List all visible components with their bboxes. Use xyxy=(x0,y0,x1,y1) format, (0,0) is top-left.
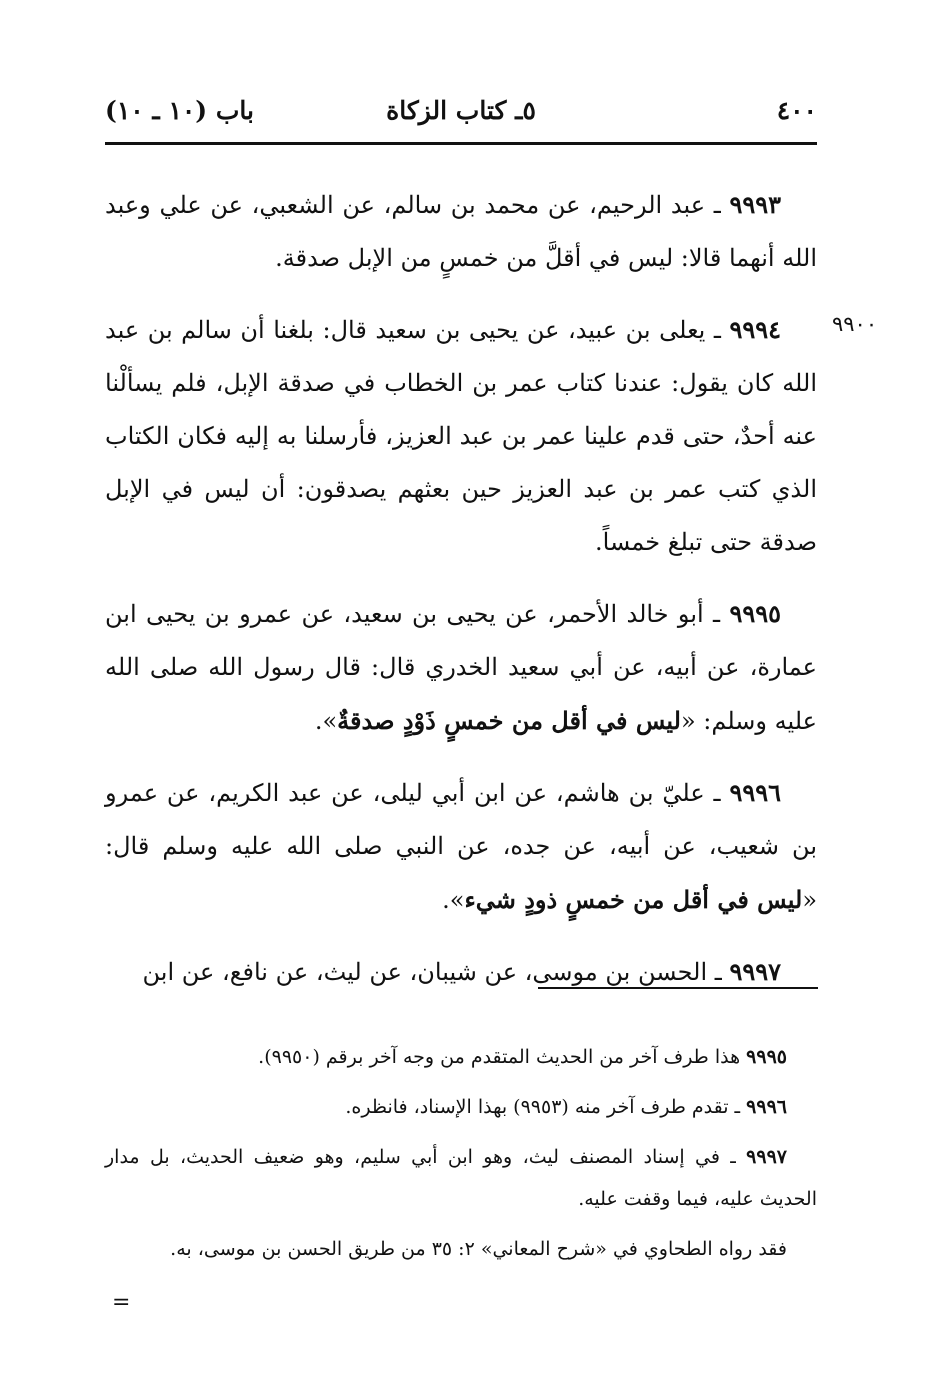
footnote-text: ـ تقدم طرف آخر منه (٩٩٥٣) بهذا الإسناد، فانظره. xyxy=(345,1096,747,1118)
hadith-text: ـ الحسن بن موسى، عن شيبان، عن ليث، عن نافع، عن ابن xyxy=(142,958,730,986)
hadith-quote: ليس في أقل من خمسٍ ذودٍ شيء xyxy=(464,885,803,914)
footnote-text: فقد رواه الطحاوي في «شرح المعاني» ٢: ٣٥ من طريق الحسن بن موسى، به. xyxy=(170,1238,787,1260)
hadith-paragraph xyxy=(105,766,817,927)
footnote xyxy=(105,1086,817,1128)
footnote xyxy=(105,1136,817,1220)
main-text xyxy=(105,178,817,1017)
hadith-text-end: ». xyxy=(314,707,338,735)
hadith-text: ـ أبو خالد الأحمر، عن يحيى بن سعيد، عن عمرو بن يحيى ابن عمارة، عن أبيه، عن أبي سعيد الخدري قال: قال رسول الله صلى الله عليه وسلم: « xyxy=(105,600,817,735)
hadith-paragraph xyxy=(105,303,817,569)
hadith-number: ٩٩٩٧ xyxy=(729,957,781,986)
hadith-quote: ليس في أقل من خمسٍ ذَوْدٍ صدقةٌ xyxy=(337,706,681,735)
footnote-text: هذا طرف آخر من الحديث المتقدم من وجه آخر برقم (٩٩٥٠). xyxy=(258,1046,747,1068)
footnote xyxy=(105,1036,817,1078)
book-title: ٥ـ كتاب الزكاة xyxy=(386,96,536,125)
margin-number: ٩٩٠٠ xyxy=(832,312,878,336)
hadith-number: ٩٩٩٦ xyxy=(729,778,781,807)
continuation-mark: = xyxy=(112,1290,131,1315)
header-rule xyxy=(105,142,817,145)
hadith-paragraph xyxy=(105,945,817,999)
footnote-continuation xyxy=(105,1228,817,1270)
hadith-number: ٩٩٩٥ xyxy=(729,599,781,628)
hadith-text: ـ عبد الرحيم، عن محمد بن سالم، عن الشعبي، عن علي وعبد الله أنهما قالا: ليس في أقلَّ من خمسٍ من الإبل صدقة. xyxy=(105,191,817,272)
footnotes xyxy=(105,1036,817,1278)
hadith-number: ٩٩٩٣ xyxy=(729,190,781,219)
hadith-paragraph xyxy=(105,178,817,285)
hadith-text: ـ يعلى بن عبيد، عن يحيى بن سعيد قال: بلغنا أن سالم بن عبد الله كان يقول: عندنا كتاب عمر بن الخطاب في صدقة الإبل، فلم يسألْنا عنه أحدٌ، حتى قدم علينا عمر بن عبد العزيز، فأرسلنا به إليه فكان الكتاب الذي كتب عمر بن عبد العزيز حين بعثهم يصدقون: أن ليس في الإبل صدقة حتى تبلغ خمساً. xyxy=(105,316,817,556)
footnote-rule xyxy=(538,987,818,989)
hadith-paragraph xyxy=(105,587,817,748)
footnote-number: ٩٩٩٧ xyxy=(746,1146,787,1168)
hadith-number: ٩٩٩٤ xyxy=(729,315,781,344)
footnote-number: ٩٩٩٦ xyxy=(746,1096,787,1118)
footnote-text: ـ في إسناد المصنف ليث، وهو ابن أبي سليم، وهو ضعيف الحديث، بل مدار الحديث عليه، فيما وقفت عليه. xyxy=(105,1146,817,1210)
page-number: ٤٠٠ xyxy=(776,96,817,125)
page-header xyxy=(105,92,817,132)
section-label: باب (١٠ ـ ١٠) xyxy=(105,96,254,125)
hadith-text: ـ عليّ بن هاشم، عن ابن أبي ليلى، عن عبد الكريم، عن عمرو بن شعيب، عن أبيه، عن جده، عن النبي صلى الله عليه وسلم قال: « xyxy=(105,779,817,914)
hadith-text-end: ». xyxy=(442,886,465,914)
footnote-number: ٩٩٩٥ xyxy=(746,1046,787,1068)
